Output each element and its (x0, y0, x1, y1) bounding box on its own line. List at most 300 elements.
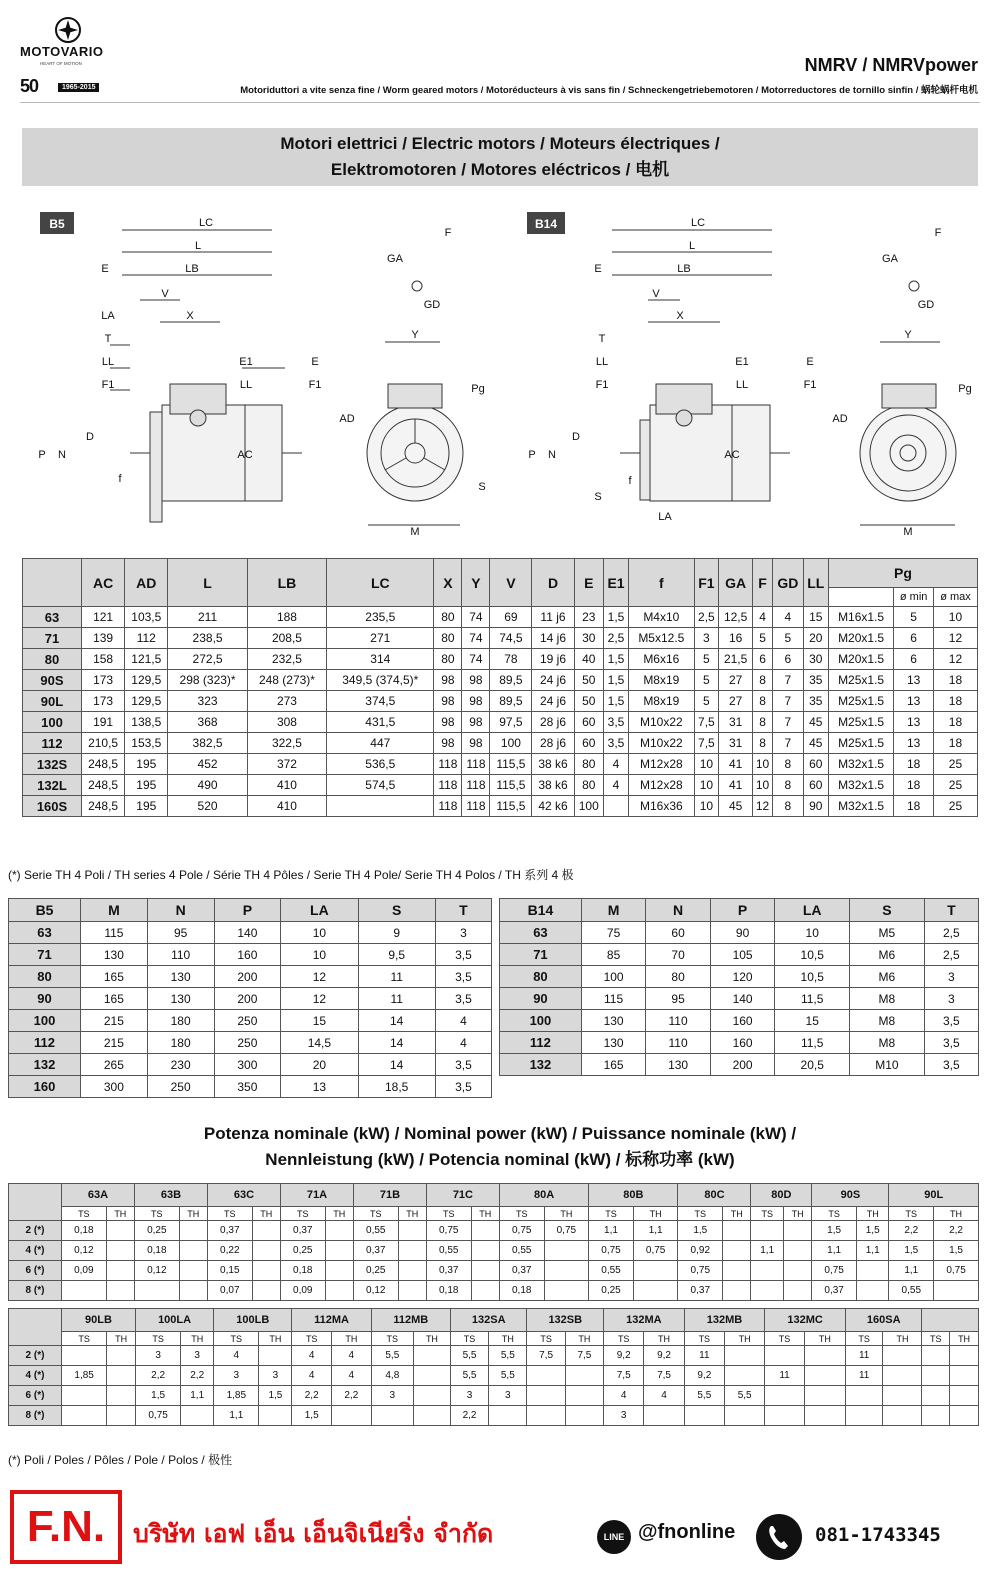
b14-label-p: P (528, 449, 536, 461)
b14-label-ac: AC (724, 449, 740, 461)
dims-cell: 98 (434, 733, 462, 754)
power-cell-empty (922, 1406, 950, 1426)
dims-cell: 115,5 (490, 754, 532, 775)
dims-cell: 10 (933, 607, 977, 628)
power-cell: 0,75 (934, 1261, 979, 1281)
b14-label-m: M (903, 526, 913, 538)
power-th-header: TH (325, 1207, 353, 1221)
dims-cell: 139 (82, 628, 125, 649)
power-row-label: 4 (*) (9, 1366, 62, 1386)
dims-cell: 74,5 (490, 628, 532, 649)
dims-cell: 3,5 (603, 733, 628, 754)
power-cell (723, 1221, 751, 1241)
dims-cell: M5x12.5 (629, 628, 694, 649)
power-row (9, 1261, 979, 1281)
power-th-header: TH (950, 1332, 979, 1346)
power-ts-header: TS (889, 1207, 934, 1221)
b5-row-label: 132 (9, 1054, 81, 1076)
b14-cell: 60 (646, 922, 711, 944)
b14-cell: M5 (850, 922, 925, 944)
dims-cell: M12x28 (629, 775, 694, 796)
b14-cell: 130 (646, 1054, 711, 1076)
dims-cell: M6x16 (629, 649, 694, 670)
b14-cell: 75 (581, 922, 646, 944)
dims-cell: M16x1.5 (828, 607, 893, 628)
b5-row (9, 966, 492, 988)
dims-header: Pg (828, 559, 977, 588)
power-cell: 5,5 (450, 1366, 488, 1386)
b5-cell: 3,5 (435, 944, 491, 966)
b5-cell: 3 (435, 922, 491, 944)
dims-cell: 78 (490, 649, 532, 670)
power-ts-header: TS (812, 1207, 857, 1221)
dims-cell: 5 (694, 649, 719, 670)
power-cell: 1,1 (589, 1221, 634, 1241)
power-cell (252, 1281, 280, 1301)
power-cell: 0,22 (207, 1241, 252, 1261)
b14-cell: 3 (924, 966, 978, 988)
dims-cell: 31 (719, 712, 753, 733)
dims-cell: 35 (803, 670, 828, 691)
dims-cell: 24 j6 (532, 670, 574, 691)
power-cell: 5,5 (489, 1346, 527, 1366)
b14-header: LA (775, 899, 850, 922)
power-cell: 11 (765, 1366, 805, 1386)
power-cell (856, 1281, 889, 1301)
power-cell (252, 1241, 280, 1261)
power-ts-header: TS (922, 1332, 950, 1346)
power-cell: 4 (332, 1366, 372, 1386)
power-cell (259, 1406, 292, 1426)
dims-cell: 308 (247, 712, 326, 733)
power-cell: 3 (604, 1406, 644, 1426)
power-th-header: TH (107, 1332, 136, 1346)
b14-label-e: E (594, 263, 602, 275)
b5-header: M (81, 899, 148, 922)
b5-cell: 215 (81, 1010, 148, 1032)
dims-cell: 80 (434, 649, 462, 670)
header-divider (20, 102, 980, 103)
b14-cell: 110 (646, 1010, 711, 1032)
b5-cell: 130 (147, 966, 214, 988)
dims-header: V (490, 559, 532, 607)
power-cell: 3 (259, 1366, 292, 1386)
dims-cell: 210,5 (82, 733, 125, 754)
power-model-header: 100LB (214, 1309, 292, 1332)
dims-header: F (753, 559, 773, 607)
power-cell: 0,15 (207, 1261, 252, 1281)
dims-cell: 30 (803, 649, 828, 670)
power-row-label: 6 (*) (9, 1386, 62, 1406)
b14-cell: 130 (581, 1010, 646, 1032)
b5-header: S (358, 899, 435, 922)
power-model-header: 132MB (684, 1309, 765, 1332)
dims-cell: 5 (773, 628, 804, 649)
dims-cell: 536,5 (327, 754, 434, 775)
power-cell: 0,75 (589, 1241, 634, 1261)
b5-row (9, 944, 492, 966)
b14-cell: 70 (646, 944, 711, 966)
dims-cell: 520 (168, 796, 247, 817)
dims-cell: 235,5 (327, 607, 434, 628)
dims-cell: 118 (462, 775, 490, 796)
power-ts-header: TS (280, 1207, 325, 1221)
power-cell: 5,5 (684, 1386, 724, 1406)
power-cell: 2,2 (292, 1386, 332, 1406)
phone-number[interactable]: 081-1743345 (815, 1524, 941, 1546)
power-cell (179, 1261, 207, 1281)
power-cell (325, 1241, 353, 1261)
power-cell (62, 1346, 107, 1366)
power-row (9, 1346, 979, 1366)
dims-header: AC (82, 559, 125, 607)
power-cell (783, 1261, 811, 1281)
b5-row (9, 1032, 492, 1054)
dims-cell: M25x1.5 (828, 733, 893, 754)
b5-header: T (435, 899, 491, 922)
power-cell: 0,75 (426, 1221, 471, 1241)
power-cell (883, 1346, 922, 1366)
dims-cell: 1,5 (603, 649, 628, 670)
dims-row (23, 733, 978, 754)
power-corner (9, 1309, 62, 1346)
dims-row-label: 90S (23, 670, 82, 691)
dims-cell: M25x1.5 (828, 691, 893, 712)
power-cell (413, 1406, 450, 1426)
dims-cell: 211 (168, 607, 247, 628)
power-cell: 0,75 (135, 1406, 180, 1426)
dims-cell: 118 (462, 754, 490, 775)
phone-icon (756, 1514, 802, 1560)
dims-cell: 238,5 (168, 628, 247, 649)
power-model-header: 132SA (450, 1309, 527, 1332)
power-th-header: TH (259, 1332, 292, 1346)
dims-cell: 69 (490, 607, 532, 628)
dims-cell: 103,5 (125, 607, 168, 628)
b14-row-label: 100 (500, 1010, 582, 1032)
dims-cell: 5 (894, 607, 934, 628)
dims-cell: 298 (323)* (168, 670, 247, 691)
dims-cell: 368 (168, 712, 247, 733)
dims-cell: 447 (327, 733, 434, 754)
power-th-header: TH (544, 1207, 589, 1221)
power-cell (565, 1386, 603, 1406)
b14-label-lc: LC (690, 217, 706, 229)
power-ts-header: TS (527, 1332, 565, 1346)
power-model-header: 160SA (845, 1309, 922, 1332)
dims-cell: 89,5 (490, 670, 532, 691)
pg-sub-header: ø max (933, 588, 977, 607)
power-th-header: TH (783, 1207, 811, 1221)
power-cell (398, 1281, 426, 1301)
dims-header: LC (327, 559, 434, 607)
power-cell (107, 1406, 136, 1426)
label-d: D (86, 431, 94, 443)
nominal-power-table-1 (8, 1183, 979, 1301)
power-cell-empty (950, 1366, 979, 1386)
power-model-header: 80B (589, 1184, 678, 1207)
power-cell-empty (950, 1406, 979, 1426)
b5-cell: 9 (358, 922, 435, 944)
power-th-header: TH (883, 1332, 922, 1346)
b5-cell: 165 (81, 966, 148, 988)
dims-cell: 8 (773, 775, 804, 796)
power-cell: 0,09 (280, 1281, 325, 1301)
brand-tagline: HEART OF MOTION (40, 61, 82, 66)
b5-cell: 12 (281, 988, 358, 1010)
b14-row (500, 1054, 979, 1076)
power-cell (252, 1261, 280, 1281)
b14-cell: 160 (710, 1010, 775, 1032)
b5-row-label: 71 (9, 944, 81, 966)
b5-cell: 20 (281, 1054, 358, 1076)
power-ts-header: TS (353, 1207, 398, 1221)
power-cell (106, 1221, 134, 1241)
b14-label-ga: GA (882, 253, 898, 265)
b14-cell: M6 (850, 944, 925, 966)
power-model-header: 112MB (371, 1309, 450, 1332)
label-pg: Pg (471, 383, 485, 395)
dims-cell: 25 (933, 775, 977, 796)
dims-cell: 60 (574, 733, 603, 754)
anniversary-years: 1965-2015 (58, 83, 99, 92)
dims-cell: 2,5 (603, 628, 628, 649)
power-cell (883, 1406, 922, 1426)
power-ts-header: TS (135, 1332, 180, 1346)
document-subtitle: Motoriduttori a vite senza fine / Worm geared motors / Motoréducteurs à vis sans fin / Schneckengetriebemotoren / Motorreductores de tornillo sinfín / 蜗轮蜗杆电机 (240, 85, 978, 96)
power-cell-empty (922, 1346, 950, 1366)
power-cell: 0,18 (134, 1241, 179, 1261)
dims-row (23, 796, 978, 817)
fn-logo: F.N. (10, 1490, 122, 1564)
power-title-line-2: Nennleistung (kW) / Potencia nominal (kW) / 标称功率 (kW) (265, 1150, 735, 1169)
power-cell (724, 1406, 764, 1426)
b5-header: LA (281, 899, 358, 922)
label-ad: AD (339, 413, 355, 425)
b5-flange-table (8, 898, 492, 1098)
b5-cell: 15 (281, 1010, 358, 1032)
dims-cell: 8 (773, 754, 804, 775)
b5-cell: 250 (214, 1010, 281, 1032)
power-cell (783, 1281, 811, 1301)
power-model-header: 90S (812, 1184, 889, 1207)
power-cell: 1,1 (633, 1221, 678, 1241)
power-cell: 0,37 (207, 1221, 252, 1241)
label-s: S (478, 481, 486, 493)
label-lc: LC (198, 217, 214, 229)
dims-cell: 74 (462, 628, 490, 649)
dims-cell: 12 (933, 628, 977, 649)
power-ts-header: TS (499, 1207, 544, 1221)
b5-cell: 200 (214, 988, 281, 1010)
power-row-label: 6 (*) (9, 1261, 62, 1281)
power-cell (62, 1386, 107, 1406)
power-cell (883, 1366, 922, 1386)
power-cell (527, 1406, 565, 1426)
b5-cell: 160 (214, 944, 281, 966)
power-th-header: TH (471, 1207, 499, 1221)
dims-cell: 100 (574, 796, 603, 817)
b5-cell: 300 (81, 1076, 148, 1098)
power-model-header: 63B (134, 1184, 207, 1207)
dims-cell: 27 (719, 691, 753, 712)
dims-row-label: 100 (23, 712, 82, 733)
label-y: Y (411, 329, 419, 341)
dims-cell: 7 (773, 691, 804, 712)
b5-header: P (214, 899, 281, 922)
dims-cell: 30 (574, 628, 603, 649)
b14-flange-table (499, 898, 979, 1076)
dims-cell: 28 j6 (532, 712, 574, 733)
power-cell: 0,55 (589, 1261, 634, 1281)
dims-cell: 4 (773, 607, 804, 628)
dims-cell: 431,5 (327, 712, 434, 733)
power-ts-header: TS (371, 1332, 413, 1346)
dims-cell: 188 (247, 607, 326, 628)
b5-cell: 265 (81, 1054, 148, 1076)
dims-header: GD (773, 559, 804, 607)
b14-cell: 3,5 (924, 1054, 978, 1076)
power-cell (804, 1346, 845, 1366)
b5-cell: 18,5 (358, 1076, 435, 1098)
label-n: N (58, 449, 66, 461)
dims-row (23, 775, 978, 796)
power-cell: 0,09 (62, 1261, 107, 1281)
b14-cell: 165 (581, 1054, 646, 1076)
dims-cell: 271 (327, 628, 434, 649)
b5-header: B5 (9, 899, 81, 922)
brand-name: MOTOVARIO (20, 44, 104, 59)
power-cell-empty (950, 1346, 979, 1366)
dims-cell: 98 (462, 733, 490, 754)
b14-cell: 3,5 (924, 1010, 978, 1032)
label-p: P (38, 449, 46, 461)
b14-row-label: 90 (500, 988, 582, 1010)
dims-cell: 25 (933, 754, 977, 775)
power-cell: 4 (644, 1386, 684, 1406)
power-cell (398, 1261, 426, 1281)
b14-cell: 90 (710, 922, 775, 944)
dims-header: L (168, 559, 247, 607)
power-cell: 3 (214, 1366, 259, 1386)
dims-cell: 74 (462, 649, 490, 670)
b14-label-s: S (594, 491, 602, 503)
b14-cell: 200 (710, 1054, 775, 1076)
power-model-header: 80D (751, 1184, 812, 1207)
b14-label-gd: GD (917, 299, 935, 311)
dims-cell: M32x1.5 (828, 775, 893, 796)
poles-note: (*) Poli / Poles / Pôles / Pole / Polos / 极性 (8, 1453, 233, 1467)
b14-cell: 3 (924, 988, 978, 1010)
b5-cell: 95 (147, 922, 214, 944)
b14-cell: 160 (710, 1032, 775, 1054)
b14-cell: 140 (710, 988, 775, 1010)
dims-header: D (532, 559, 574, 607)
b5-row-label: 63 (9, 922, 81, 944)
dims-cell: 35 (803, 691, 828, 712)
dims-cell: 24 j6 (532, 691, 574, 712)
dims-header: E (574, 559, 603, 607)
dims-cell: 21,5 (719, 649, 753, 670)
b14-label-ll: LL (595, 356, 609, 368)
dims-cell: M12x28 (629, 754, 694, 775)
dims-cell: 80 (434, 628, 462, 649)
b14-label-x: X (676, 310, 684, 322)
dims-header: AD (125, 559, 168, 607)
dims-cell: M8x19 (629, 670, 694, 691)
dims-cell: 13 (894, 733, 934, 754)
power-cell: 2,2 (332, 1386, 372, 1406)
power-cell: 1,5 (889, 1241, 934, 1261)
label-x: X (186, 310, 194, 322)
power-cell: 0,75 (633, 1241, 678, 1261)
power-cell: 0,37 (426, 1261, 471, 1281)
dims-cell: 50 (574, 670, 603, 691)
b5-cell: 14 (358, 1054, 435, 1076)
line-handle[interactable]: @fnonline (638, 1521, 736, 1543)
dims-cell: 40 (574, 649, 603, 670)
motor-dimensions-table (22, 558, 978, 817)
power-cell (527, 1366, 565, 1386)
dims-header: X (434, 559, 462, 607)
power-cell: 0,12 (62, 1241, 107, 1261)
power-cell: 2,2 (135, 1366, 180, 1386)
dims-header: GA (719, 559, 753, 607)
power-ts-header: TS (589, 1207, 634, 1221)
b5-cell: 11 (358, 988, 435, 1010)
dims-cell: 8 (753, 691, 773, 712)
dims-cell: 248 (273)* (247, 670, 326, 691)
dims-cell: 272,5 (168, 649, 247, 670)
power-ts-header: TS (426, 1207, 471, 1221)
power-cell: 0,18 (280, 1261, 325, 1281)
power-cell: 3 (135, 1346, 180, 1366)
power-model-header: 112MA (292, 1309, 371, 1332)
power-cell (765, 1346, 805, 1366)
b14-label-n: N (548, 449, 556, 461)
b14-cell: 120 (710, 966, 775, 988)
dims-cell: 372 (247, 754, 326, 775)
dims-cell: 74 (462, 607, 490, 628)
label-t: T (104, 333, 112, 345)
dims-cell: M32x1.5 (828, 796, 893, 817)
dims-cell: 153,5 (125, 733, 168, 754)
power-cell: 4 (292, 1366, 332, 1386)
label-v: V (161, 288, 169, 300)
dims-cell: 322,5 (247, 733, 326, 754)
dims-cell: 574,5 (327, 775, 434, 796)
dims-cell: 1,5 (603, 670, 628, 691)
b5-cell: 300 (214, 1054, 281, 1076)
dims-cell: 18 (933, 670, 977, 691)
dims-cell: 248,5 (82, 775, 125, 796)
power-cell: 0,25 (353, 1261, 398, 1281)
power-th-header: TH (856, 1207, 889, 1221)
dims-cell: 8 (753, 670, 773, 691)
dims-row (23, 670, 978, 691)
power-cell: 0,37 (812, 1281, 857, 1301)
b14-cell: 95 (646, 988, 711, 1010)
power-cell: 9,2 (684, 1366, 724, 1386)
power-cell (134, 1281, 179, 1301)
power-cell: 9,2 (644, 1346, 684, 1366)
power-cell: 3 (371, 1386, 413, 1406)
dims-cell: 7,5 (694, 712, 719, 733)
power-th-header: TH (934, 1207, 979, 1221)
dims-cell: 15 (803, 607, 828, 628)
dims-cell: 7 (773, 733, 804, 754)
dims-cell: 4 (603, 775, 628, 796)
